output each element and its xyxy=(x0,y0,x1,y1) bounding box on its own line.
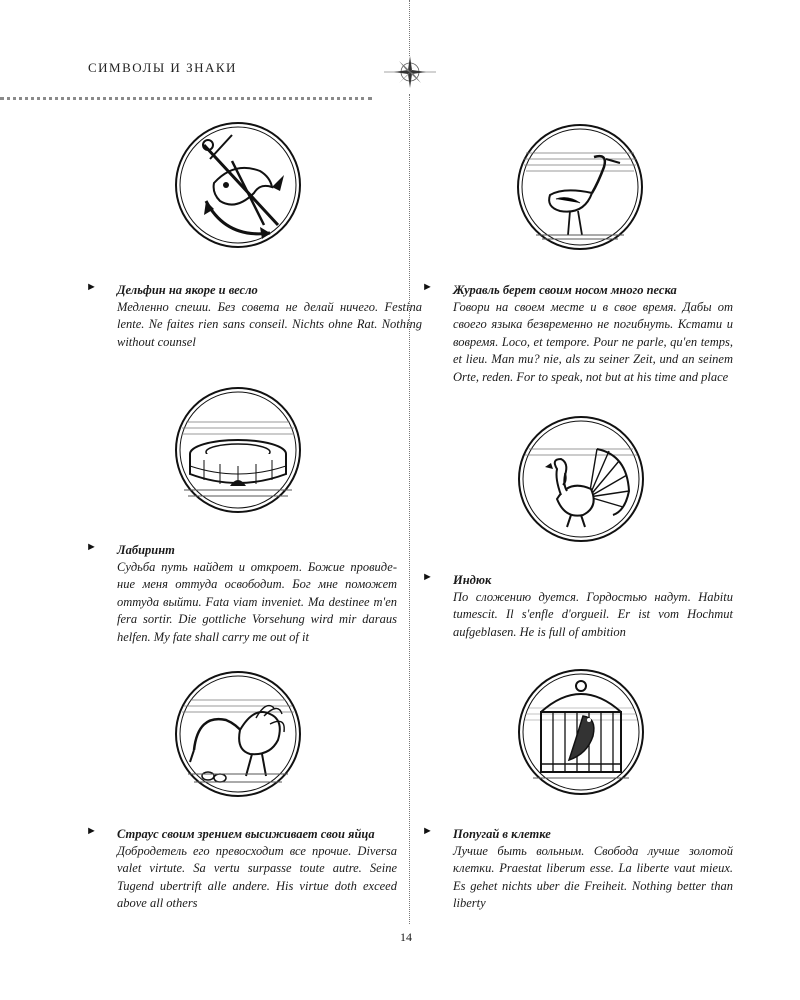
emblem-labyrinth xyxy=(174,386,302,514)
emblem-crane xyxy=(516,123,644,251)
triangle-right-icon: ► xyxy=(86,281,97,293)
triangle-right-icon: ► xyxy=(422,281,433,293)
triangle-right-icon: ► xyxy=(422,825,433,837)
center-dotted-rule xyxy=(409,94,410,924)
entry-title: Индюк xyxy=(453,573,492,587)
triangle-right-icon: ► xyxy=(86,541,97,553)
emblem-parrot-in-cage xyxy=(517,668,645,796)
emblem-turkey xyxy=(517,415,645,543)
entry-text: Говори на своем месте и в свое время. Дабы от своего языка безвременно не погибнуть. Кстати и вовремя. Loco, et tempore. Pour ne parle, qu'en temps, et lieu. Man mu? nie, als zu seiner Zeit, und an seinem Orte, reden. For to speak, not but at his time and place xyxy=(453,300,733,384)
emblem-entry xyxy=(86,281,422,351)
triangle-right-icon: ► xyxy=(422,571,433,583)
entry-text: Добродетель его превосходит все прочие. Diversa valet virtute. Sa vertu surpasse toute autre. Seine Tugend ubertrift alle andere. His virtue doth exceed above all others xyxy=(117,844,397,911)
entry-title: Дельфин на якоре и весло xyxy=(117,283,258,297)
center-dotted-rule-top xyxy=(409,0,410,56)
emblem-entry xyxy=(422,825,733,913)
entry-title: Страус своим зрением высиживает свои яйца xyxy=(117,827,375,841)
header-dotted-rule xyxy=(0,97,372,100)
entry-text: По сложению дуется. Гордостью надут. Habitu tumescit. Il s'enfle d'orgueil. Er ist vom Hochmut aufgeblasen. He is full of ambition xyxy=(453,590,733,639)
page-number: 14 xyxy=(400,930,412,944)
entry-title: Журавль берет своим носом много песка xyxy=(453,283,677,297)
emblem-dolphin-anchor xyxy=(174,121,302,249)
compass-rose-icon xyxy=(384,52,436,92)
emblem-ostrich xyxy=(174,670,302,798)
emblem-entry xyxy=(86,825,397,913)
entry-title: Лабиринт xyxy=(117,543,175,557)
entry-title: Попугай в клетке xyxy=(453,827,551,841)
emblem-entry xyxy=(422,281,733,386)
entry-text: Судьба путь найдет и откроет. Божие провиде-ние меня оттуда освободит. Бог мне поможет оттуда выйти. Fata viam inveniet. Ma destinee m'en fera sortir. Die gottliche Vorsehung wird mir daraus helfen. My fate shall carry me out of it xyxy=(117,560,397,644)
emblem-entry xyxy=(422,571,733,641)
page-header-title: СИМВОЛЫ И ЗНАКИ xyxy=(88,60,237,75)
emblem-entry xyxy=(86,541,397,646)
entry-text: Лучше быть вольным. Свобода лучше золотой клетки. Praestat liberum esse. La liberte vaut mieux. Es gehet nichts uber die Freiheit. Nothing better than liberty xyxy=(453,844,733,911)
triangle-right-icon: ► xyxy=(86,825,97,837)
entry-text: Медленно спеши. Без совета не делай ничего. Festina lente. Ne faites rien sans conseil. Nichts ohne Rat. Nothing without counsel xyxy=(117,300,422,349)
